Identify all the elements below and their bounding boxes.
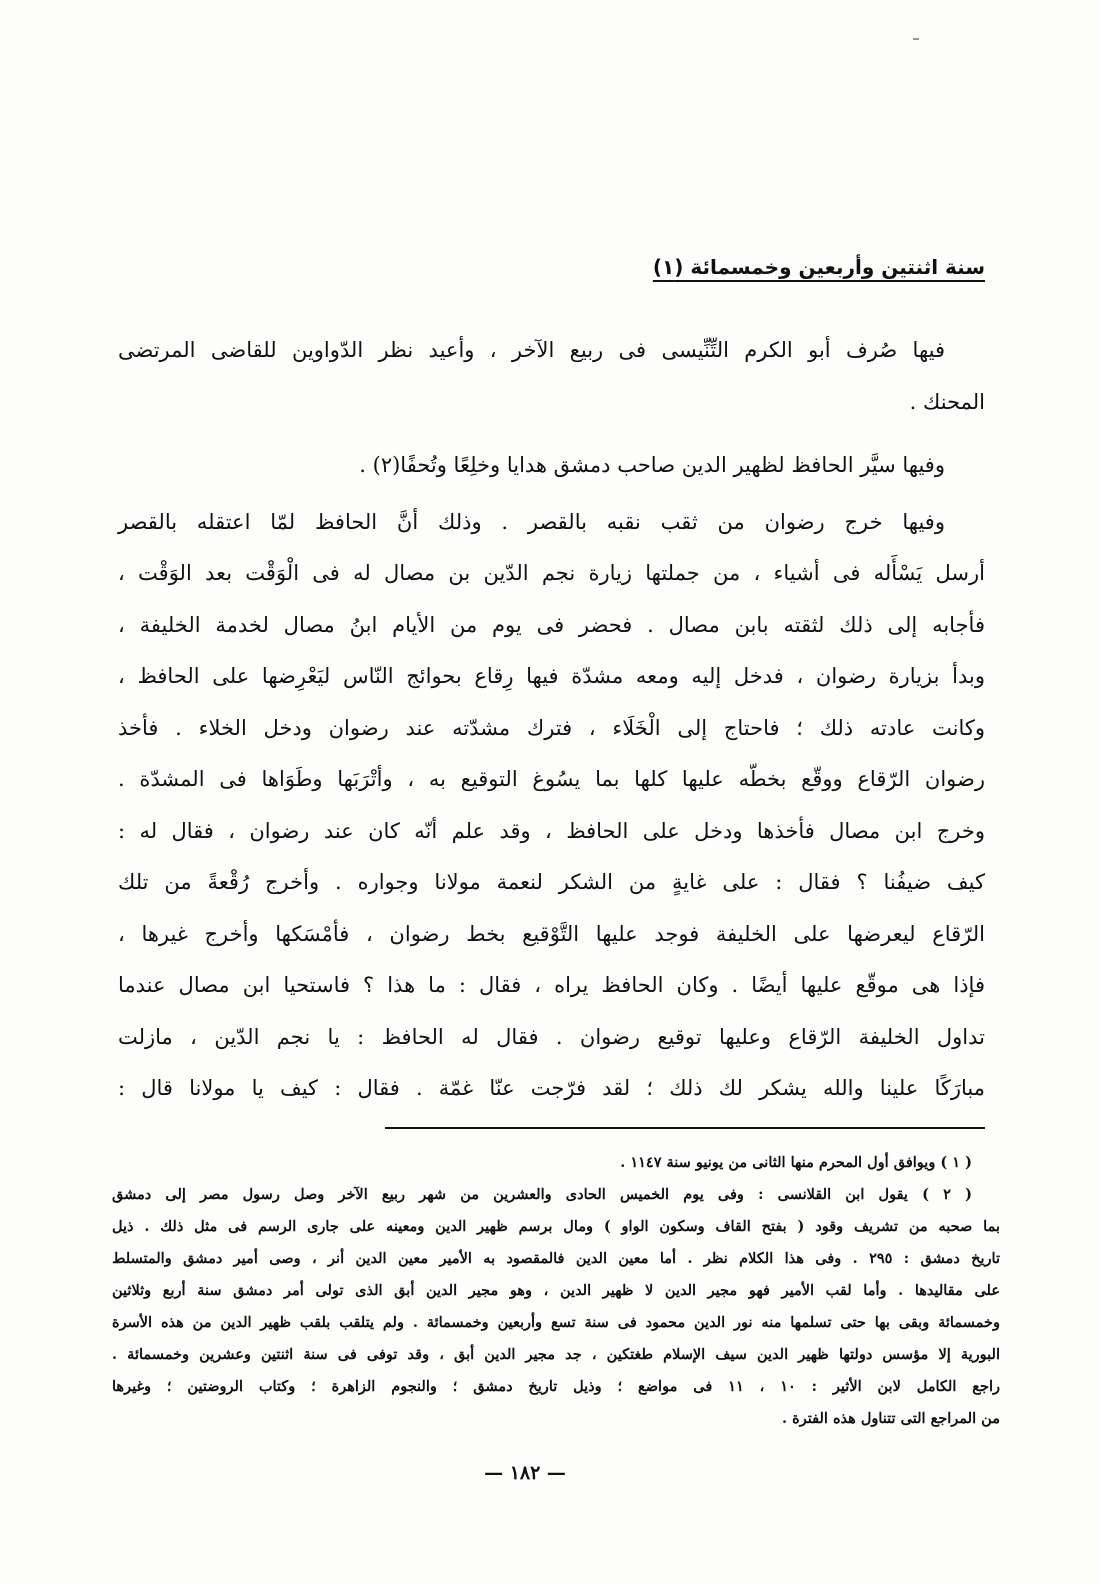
section-heading: سنة اثنتين وأربعين وخمسمائة (١) bbox=[652, 255, 985, 279]
text-line: وفيها سيَّر الحافظ لظهير الدين صاحب دمشق هدايا وخلِعًا وتُحفًا(٢) . bbox=[359, 453, 945, 477]
text-line: أرسل يَسْأَله فى أشياء ، من جملتها زيارة نجم الدّين بن مصال له فى الْوَقْت بعد الوَقْت ، bbox=[118, 561, 985, 585]
text-line: وفيها خرج رضوان من ثقب نقبه بالقصر . وذلك أنَّ الحافظ لمّا اعتقله بالقصر bbox=[118, 510, 945, 534]
text-line: وبدأ بزيارة رضوان ، فدخل إليه ومعه مشدّة فيها رِقاع بحوائج النّاس ليَعْرِضها على الحافظ ، bbox=[118, 664, 985, 688]
footnote-line: وخمسمائة وبقى بها حتى تسلمها منه نور الدين محمود فى سنة تسع وأربعين وخمسمائة . ولم يتلقب بلقب ظهير الدين من هذه الأسرة bbox=[112, 1314, 1000, 1331]
footnote-line: على مقاليدها . وأما لقب الأمير فهو مجير الدين لا ظهير الدين ، وهو مجير الدين أبق الذى تولى أمر دمشق سنة أربع وثلاثين bbox=[112, 1282, 1000, 1299]
text-line: فإذا هى موقّع عليها أيضًا . وكان الحافظ يراه ، فقال : ما هذا ؟ فاستحيا ابن مصال عندما bbox=[118, 973, 985, 997]
footnote-line: تاريخ دمشق : ٢٩٥ . وفى هذا الكلام نظر . أما معين الدين فالمقصود به الأمير معين الدين أنر ، وصى أمير دمشق والمتسلط bbox=[112, 1250, 1000, 1267]
footnote-line: راجع الكامل لابن الأثير : ١٠ ، ١١ فى مواضع ؛ وذيل تاريخ دمشق ؛ والنجوم الزاهرة ؛ وكتاب الروضتين ؛ وغيرها bbox=[112, 1378, 1000, 1395]
footnote-line: البورية إلا مؤسس دولتها ظهير الدين سيف الإسلام طغتكين ، جد مجير الدين أبق ، وقد توفى فى سنة اثنتين وعشرين وخمسمائة . bbox=[112, 1346, 1000, 1363]
footnote-line: من المراجع التى تتناول هذه الفترة . bbox=[782, 1410, 1000, 1427]
text-line: مبارَكًا علينا والله يشكر لك ذلك ؛ لقد فرّجت عنّا غمّة . فقال : كيف يا مولانا قال : bbox=[118, 1076, 985, 1100]
text-line: تداول الخليفة الرّقاع وعليها توقيع رضوان . فقال له الحافظ : يا نجم الدّين ، مازلت bbox=[118, 1025, 985, 1049]
footnote-line: ( ١ ) ويوافق أول المحرم منها الثانى من يونيو سنة ١١٤٧ . bbox=[620, 1154, 972, 1171]
text-line: فأجابه إلى ذلك لثقته بابن مصال . فحضر فى يوم من الأيام ابنُ مصال لخدمة الخليفة ، bbox=[118, 613, 985, 637]
footnote-line: ( ٢ ) يقول ابن القلانسى : وفى يوم الخميس الحادى والعشرين من شهر ربيع الآخر وصل رسول مصر إلى دمشق bbox=[112, 1186, 972, 1203]
footnote-line: بما صحبه من تشريف وقود ( بفتح القاف وسكون الواو ) ومال برسم ظهير الدين ومعينه على جارى الرسم فى مثل ذلك . ذيل bbox=[112, 1218, 1000, 1235]
text-line: المحنك . bbox=[909, 390, 985, 414]
text-line: الرّقاع ليعرضها على الخليفة فوجد عليها التَّوْقيع بخط رضوان ، فأمْسَكها وأخرج غيرها ، bbox=[118, 922, 985, 946]
text-line: وخرج ابن مصال فأخذها ودخل على الحافظ ، وقد علم أنّه كان عند رضوان ، فقال له : bbox=[118, 819, 985, 843]
footnote-separator bbox=[385, 1127, 985, 1129]
text-line: فيها صُرف أبو الكرم التِّنِّيسى فى ربيع الآخر ، وأعيد نظر الدّواوين للقاضى المرتضى bbox=[118, 338, 946, 362]
text-line: رضوان الرّقاع ووقّع بخطّه عليها كلها بما يسُوغ التوقيع به ، وأتْرَبَها وطَوَاها فى المشدّة . bbox=[118, 767, 985, 791]
text-line: كيف ضيفُنا ؟ فقال : على غايةٍ من الشكر لنعمة مولانا وجواره . وأخرج رُقْعةً من تلك bbox=[118, 870, 985, 894]
scan-speck bbox=[913, 38, 919, 40]
page-number: — ١٨٢ — bbox=[484, 1462, 566, 1484]
text-line: وكانت عادته ذلك ؛ فاحتاج إلى الْخَلَاء ، فترك مشدّته عند رضوان ودخل الخلاء . فأخذ bbox=[118, 716, 985, 740]
